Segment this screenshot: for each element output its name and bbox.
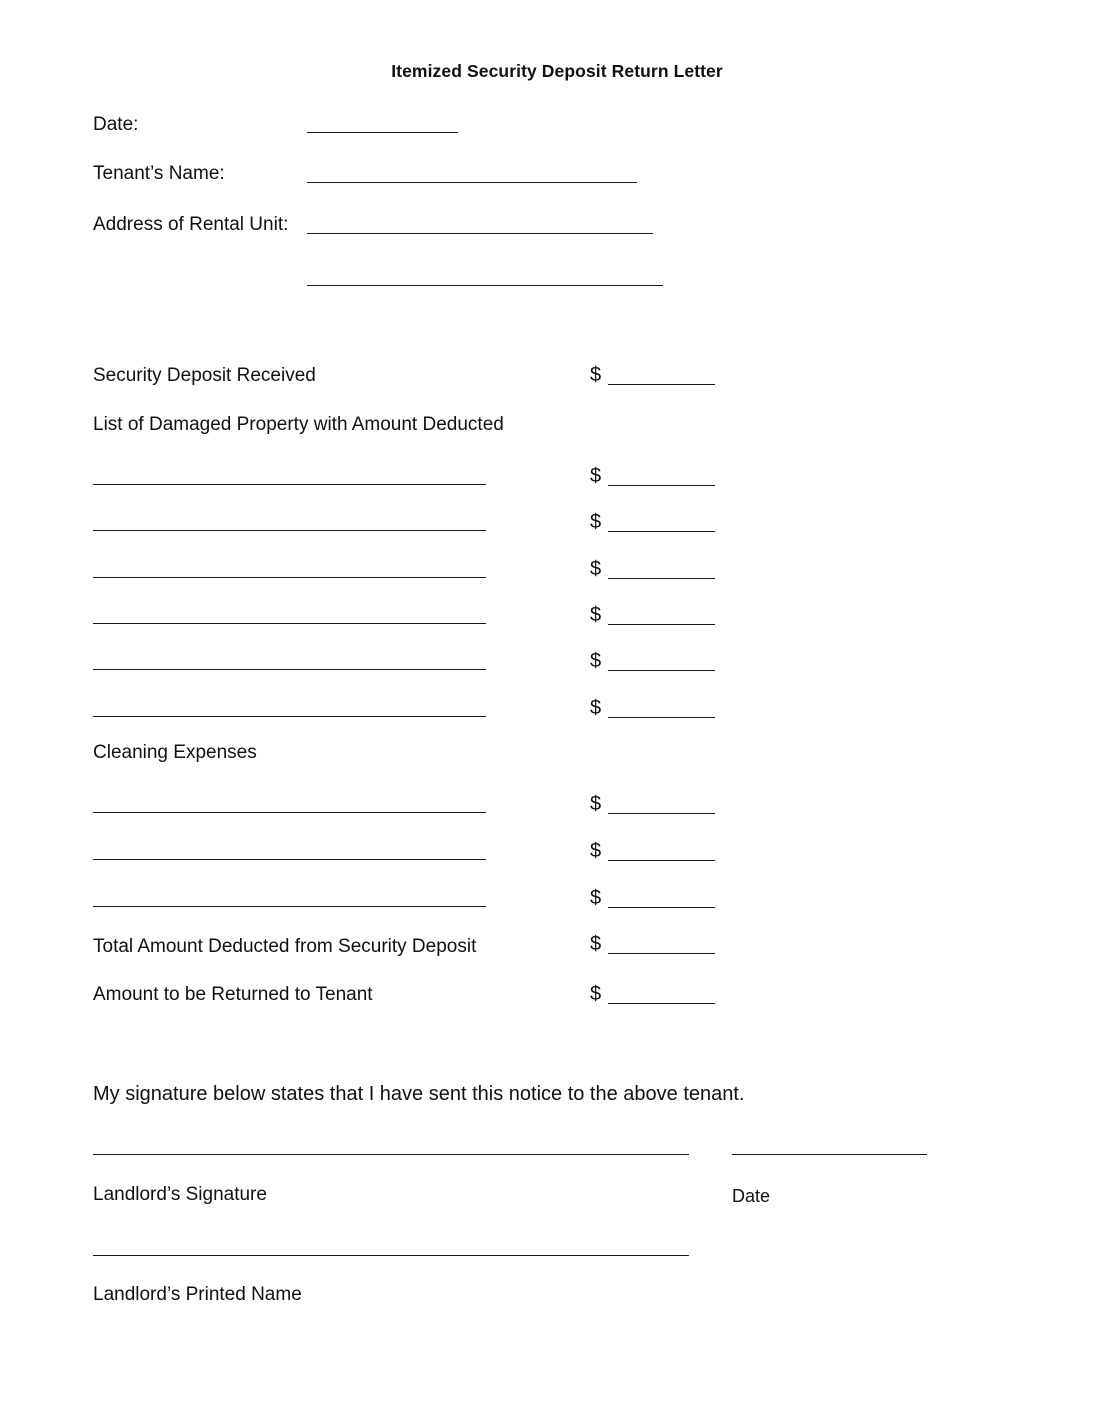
- landlord-printed-name-line[interactable]: [93, 1255, 689, 1256]
- currency-symbol: $: [590, 983, 602, 1005]
- cleaning-item-line[interactable]: [93, 812, 486, 813]
- damage-amount-line[interactable]: [608, 531, 715, 532]
- damage-item-line[interactable]: [93, 530, 486, 531]
- address-label: Address of Rental Unit:: [93, 214, 289, 235]
- currency-symbol: $: [590, 364, 602, 386]
- total-deducted-label: Total Amount Deducted from Security Deposit: [93, 936, 477, 957]
- signature-date-line[interactable]: [732, 1154, 927, 1155]
- landlord-signature-label: Landlord’s Signature: [93, 1184, 267, 1205]
- damage-item-line[interactable]: [93, 669, 486, 670]
- damage-item-line[interactable]: [93, 716, 486, 717]
- damage-amount-line[interactable]: [608, 670, 715, 671]
- cleaning-amount-line[interactable]: [608, 813, 715, 814]
- landlord-signature-line[interactable]: [93, 1154, 689, 1155]
- currency-symbol: $: [590, 604, 602, 626]
- currency-symbol: $: [590, 887, 602, 909]
- amount-returned-label: Amount to be Returned to Tenant: [93, 984, 373, 1005]
- currency-symbol: $: [590, 465, 602, 487]
- currency-symbol: $: [590, 511, 602, 533]
- landlord-printed-name-label: Landlord’s Printed Name: [93, 1284, 302, 1305]
- currency-symbol: $: [590, 840, 602, 862]
- damage-amount-line[interactable]: [608, 485, 715, 486]
- date-field-line[interactable]: [307, 132, 458, 133]
- damage-item-line[interactable]: [93, 577, 486, 578]
- currency-symbol: $: [590, 933, 602, 955]
- cleaning-item-line[interactable]: [93, 906, 486, 907]
- deposit-received-amount-line[interactable]: [608, 384, 715, 385]
- address-field-line-1[interactable]: [307, 233, 653, 234]
- damaged-property-heading: List of Damaged Property with Amount Deducted: [93, 414, 504, 435]
- cleaning-amount-line[interactable]: [608, 860, 715, 861]
- damage-amount-line[interactable]: [608, 717, 715, 718]
- tenant-name-field-line[interactable]: [307, 182, 637, 183]
- signature-statement: My signature below states that I have sent this notice to the above tenant.: [93, 1083, 745, 1105]
- damage-item-line[interactable]: [93, 484, 486, 485]
- damage-amount-line[interactable]: [608, 624, 715, 625]
- cleaning-amount-line[interactable]: [608, 907, 715, 908]
- currency-symbol: $: [590, 650, 602, 672]
- address-field-line-2[interactable]: [307, 285, 663, 286]
- damage-amount-line[interactable]: [608, 578, 715, 579]
- cleaning-expenses-heading: Cleaning Expenses: [93, 742, 257, 763]
- signature-date-label: Date: [732, 1186, 771, 1206]
- amount-returned-line[interactable]: [608, 1003, 715, 1004]
- cleaning-item-line[interactable]: [93, 859, 486, 860]
- date-label: Date:: [93, 114, 139, 135]
- tenant-name-label: Tenant’s Name:: [93, 163, 225, 184]
- currency-symbol: $: [590, 558, 602, 580]
- currency-symbol: $: [590, 697, 602, 719]
- damage-item-line[interactable]: [93, 623, 486, 624]
- currency-symbol: $: [590, 793, 602, 815]
- document-title: Itemized Security Deposit Return Letter: [391, 61, 723, 81]
- total-deducted-amount-line[interactable]: [608, 953, 715, 954]
- security-deposit-received-label: Security Deposit Received: [93, 365, 316, 386]
